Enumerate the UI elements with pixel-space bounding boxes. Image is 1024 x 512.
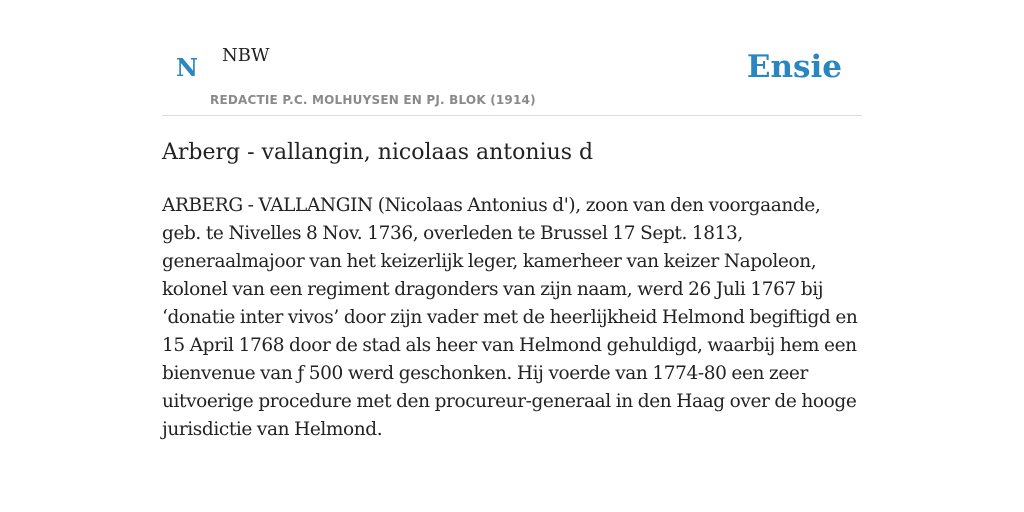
source-subtitle: REDACTIE P.C. MOLHUYSEN EN PJ. BLOK (1914) bbox=[210, 93, 536, 107]
source-logo[interactable]: N bbox=[176, 53, 198, 82]
brand-logo[interactable]: Ensie bbox=[746, 49, 842, 85]
source-header bbox=[162, 36, 862, 116]
entry-title: Arberg - vallangin, nicolaas antonius d bbox=[162, 140, 594, 165]
entry-body: ARBERG - VALLANGIN (Nicolaas Antonius d'), zoon van den voorgaande, geb. te Nivelles 8 Nov. 1736, overleden te Brussel 17 Sept. 1813, generaalmajoor van het keizerlijk leger, kamerheer van keizer Napoleon, kolonel van een regiment dragonders van zijn naam, werd 26 Juli 1767 bij ‘donatie inter vivos’ door zijn vader met de heerlijkheid Helmond begiftigd en 15 April 1768 door de stad als heer van Helmond gehuldigd, waarbij hem een bienvenue van ƒ 500 werd geschonken. Hij voerde van 1774-80 een zeer uitvoerige procedure met den procureur-generaal in den Haag over de hooge jurisdictie van Helmond. bbox=[162, 195, 858, 440]
source-title[interactable]: NBW bbox=[222, 45, 270, 66]
